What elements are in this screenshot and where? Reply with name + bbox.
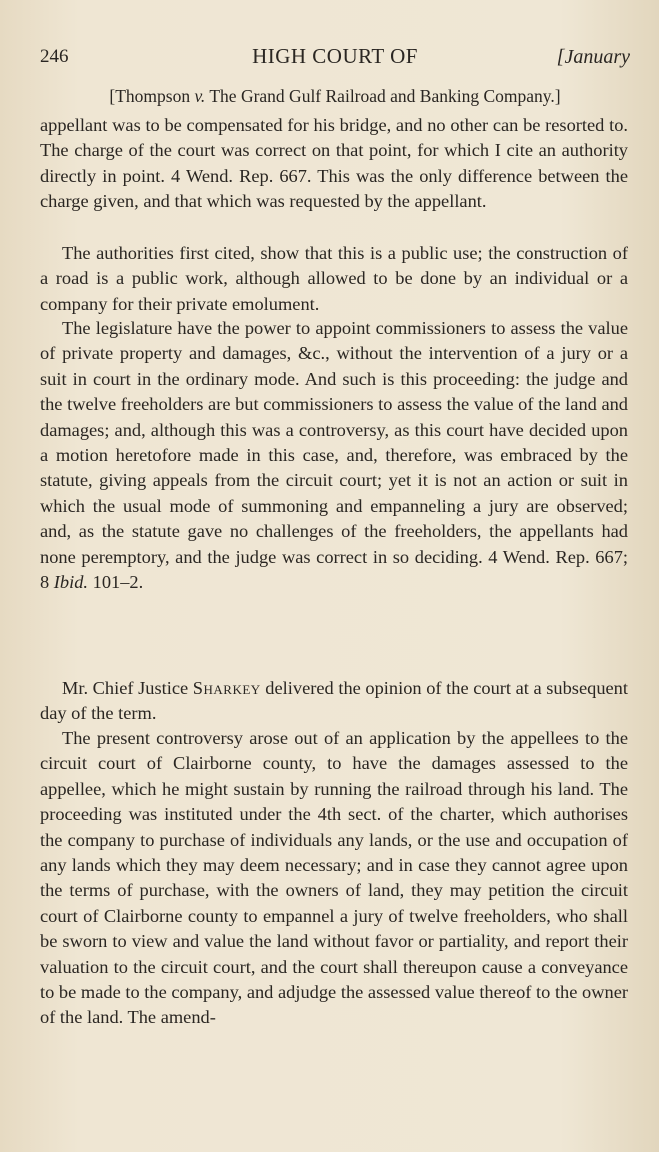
case-caption-versus: v. — [194, 86, 206, 106]
case-caption — [40, 86, 630, 107]
case-caption-party: [Thompson — [109, 86, 195, 106]
citation-pages: 101–2. — [88, 572, 144, 593]
page-number: 246 — [40, 46, 69, 67]
paragraph-public-use — [40, 241, 628, 317]
case-caption-rest: The Grand Gulf Railroad and Banking Company.] — [205, 86, 561, 106]
running-term: [January — [556, 46, 630, 68]
running-head — [40, 44, 630, 74]
opinion-intro-start: Mr. Chief Justice — [62, 678, 193, 698]
paragraph-public-use-text: The authorities first cited, show that this is a public use; the construction of a road is a public work, although allowed to be done by an individual or a company for their private emolument. — [40, 243, 628, 314]
citation-ibid: Ibid. — [53, 572, 89, 593]
paragraph-commissioners-text: The legislature have the power to appoint commissioners to assess the value of private property and damages, &c., without the intervention of a jury or a suit in court in the ordinary mode. And such is this proceeding: the judge and the twelve freeholders are but commissioners to assess the value of the land and damages; and, although this was a controversy, as this court have decided upon a motion heretofore made in this case, and, therefore, was embraced by the statute, giving appeals from the circuit court; yet it is not an action or suit in which the usual mode of summoning and empanneling a jury are observed; and, as the statute gave no challenges of the freeholders, the appellants had none peremptory, and the judge was correct in so deciding. 4 Wend. Rep. 667; 8 — [40, 318, 628, 593]
opinion-intro-end: delivered the opinion of the court at a subsequent day of the term. — [40, 678, 628, 724]
paragraph-controversy-text: The present controversy arose out of an application by the appellees to the circuit court of Clairborne county, to have the damages assessed to the appellee, which he might sustain by running the railroad through his land. The proceeding was instituted under the 4th sect. of the charter, which authorises the company to purchase of individuals any lands, or the use and occupation of any lands which they may deem necessary; and in case they cannot agree upon the terms of purchase, with the owners of land, they may petition the circuit court of Clairborne county to empannel a jury of twelve freeholders, who shall be sworn to view and value the land without favor or partiality, and report their valuation to the circuit court, and the court shall thereupon cause a conveyance to be made to the company, and adjudge the assessed value thereof to the owner of the land. The amend- — [40, 728, 628, 1028]
paragraph-opinion-intro — [40, 676, 628, 727]
paragraph-continued: appellant was to be compensated for his bridge, and no other can be resorted to. The charge of the court was correct on that point, for which I cite an authority directly in point. 4 Wend. Rep. 667. This was the only difference between the charge given, and that which was requested by the appellant. — [40, 115, 628, 212]
paragraph-commissioners — [40, 316, 628, 595]
justice-name: Sharkey — [192, 678, 261, 698]
running-title: HIGH COURT OF — [252, 44, 418, 68]
paragraph-controversy — [40, 726, 628, 1031]
